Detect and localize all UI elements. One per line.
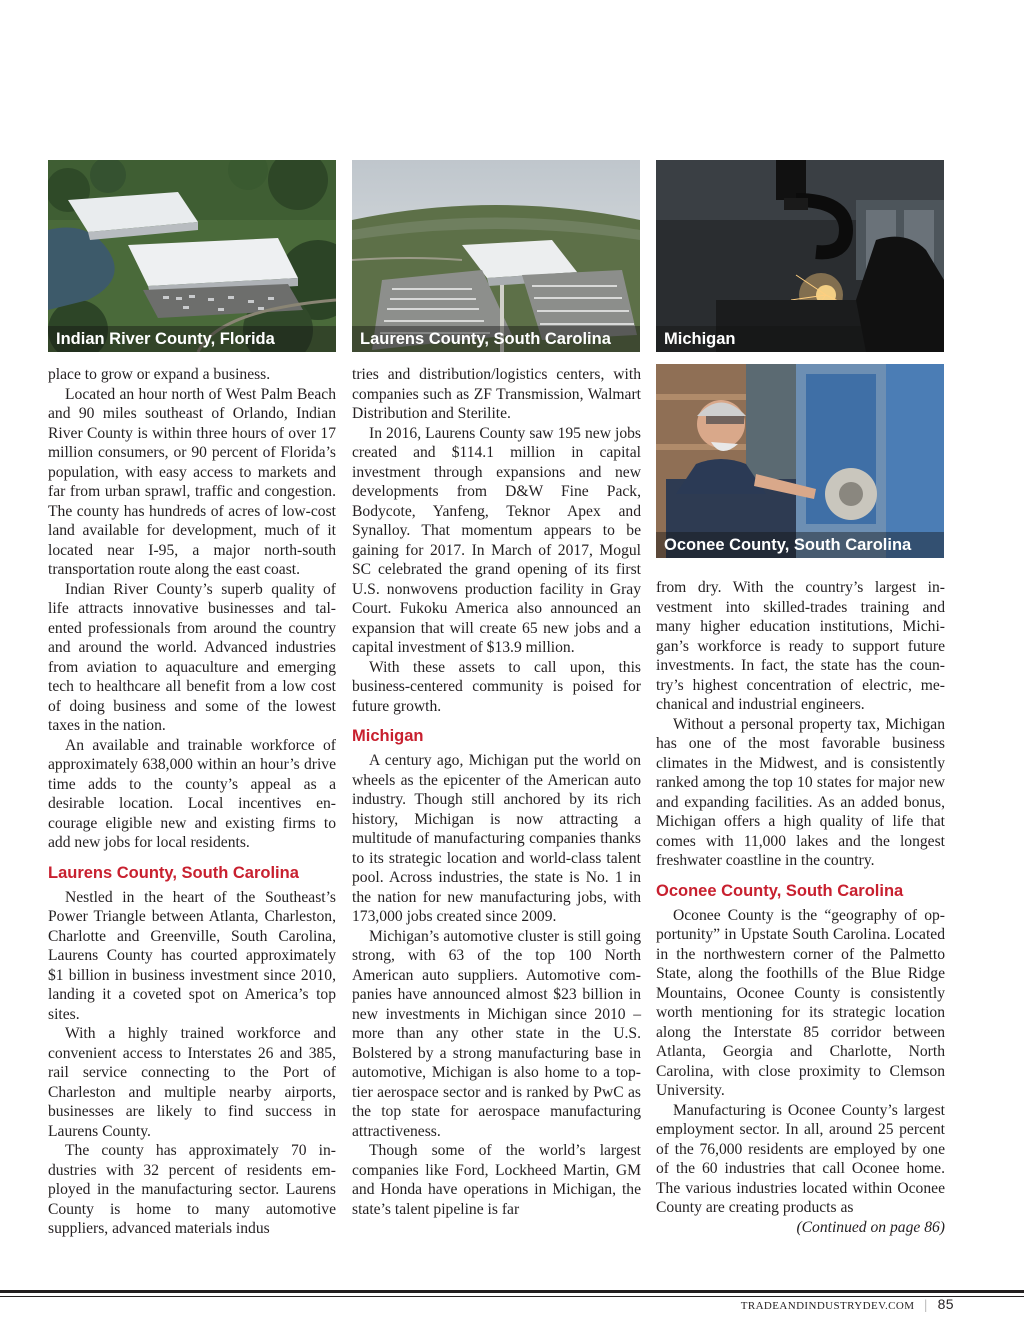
paragraph: Michigan’s automotive cluster is still going strong, with 63 of the top 100 North American auto suppliers. Automotive companies have announced almost $23 billion in new investments in Michigan since 2010 – more than any other state in the U.S. Bolstered by a strong manufacturing base in automotive, Michigan is also home to a top-tier aerospace sector and is ranked by PwC as the top state for aerospace manufacturing attractiveness.	[352, 927, 641, 1140]
page-number: 85	[937, 1296, 954, 1312]
photo-caption: Michigan	[656, 326, 944, 352]
footer-site: TRADEANDINDUSTRYDEV.COM	[740, 1300, 915, 1312]
column-1	[48, 365, 336, 1239]
paragraph: Nestled in the heart of the Southeast’s Power Triangle between Atlanta, Charleston, Charlotte and Greenville, South Carolina, Laurens County has courted approximately $1 billion in business investment since 2010, landing it a coveted spot on America’s top sites.	[48, 888, 336, 1023]
photo-caption: Oconee County, South Carolina	[656, 532, 944, 558]
paragraph: from dry. With the country’s largest investment into skilled-trades training and many higher education institutions, Michigan’s workforce is ready to support future investments. In fact, the state has the country’s highest concentration of electric, mechanical and industrial engineers.	[656, 579, 945, 713]
paragraph: Indian River County’s superb quality of life attracts innovative businesses and talented professionals from around the country and around the world. Advanced industries from aviation to aquaculture and emerging tech to healthcare all benefit from a low cost of doing business and some of the lowest taxes in the nation.	[48, 580, 336, 734]
section-heading-oconee: Oconee County, South Carolina	[656, 881, 904, 900]
paragraph: tries and distribution/logistics centers, with companies such as ZF Transmission, Walmart Distribution and Sterilite.	[352, 366, 641, 422]
photo-caption: Laurens County, South Carolina	[352, 326, 640, 352]
factory-worker-illustration	[656, 364, 944, 558]
aerial-warehouse-illustration	[48, 160, 336, 352]
column-3	[656, 578, 945, 1237]
footer-separator: |	[924, 1298, 928, 1313]
section-heading-michigan: Michigan	[352, 727, 424, 745]
welding-crane-illustration	[656, 160, 944, 352]
photo-indian-river	[48, 160, 336, 352]
paragraph-text: Manufacturing is Oconee County’s largest employment sector. In all, around 25 percent of the 76,000 residents are employed by one of the 60 industries that call Oconee home. The various industries located within Oconee County are creating products as	[656, 1101, 945, 1216]
paragraph: place to grow or expand a business.	[48, 366, 271, 383]
paragraph: Located an hour north of West Palm Beach and 90 miles southeast of Orlando, Indian River County is within three hours of over 17 million consumers, or 90 percent of Florida’s population, with easy access to markets and far from urban sprawl, traffic and congestion. The county has hundreds of acres of low-cost land available for development, much of it located near I-95, a major north-south transportation route along the east coast.	[48, 385, 336, 578]
paragraph	[656, 1101, 945, 1236]
photo-michigan	[656, 160, 944, 352]
column-2	[352, 365, 641, 1219]
footer-rule-thick	[0, 1290, 1024, 1293]
paragraph: Without a personal property tax, Michigan has one of the most favorable business climates in the Midwest, and is consistently ranked among the top 10 states for major new and expanding facilities. As an added bonus, Michigan offers a high quality of life that comes with 11,000 lakes and the longest freshwater coastline in the country.	[656, 715, 945, 869]
paragraph: With these assets to call upon, this business-centered community is poised for future growth.	[352, 658, 641, 715]
paragraph: An available and trainable workforce of approximately 638,000 within an hour’s drive time adds to the county’s appeal as a desirable location. Local incentives encourage eligible new and existing firms to add new jobs for local residents.	[48, 736, 336, 851]
paragraph: Though some of the world’s largest companies like Ford, Lockheed Martin, GM and Honda have operations in Michigan, the state’s talent pipeline is far	[352, 1142, 641, 1218]
photo-laurens	[352, 160, 640, 352]
continued-note: (Continued on page 86)	[796, 1218, 945, 1236]
paragraph: With a highly trained workforce and convenient access to Interstates 26 and 385, rail service connecting to the Port of Charleston and multiple nearby airports, businesses are likely to find success in Laurens County.	[48, 1025, 336, 1140]
paragraph: The county has approximately 70 industries with 32 percent of residents employed in the manufacturing sector. Laurens County is home to many automotive suppliers, advanced materials indus	[48, 1142, 336, 1237]
page-footer	[741, 1296, 954, 1314]
photo-oconee	[656, 364, 944, 558]
photo-caption: Indian River County, Florida	[48, 326, 336, 352]
aerial-plant-illustration	[352, 160, 640, 352]
paragraph: In 2016, Laurens County saw 195 new jobs created and $114.1 million in capital investment through expansions and new developments from D&W Fine Pack, Bodycote, Yanfeng, Teknor Apex and Synalloy. That momentum appears to be gaining for 2017. In March of 2017, Mogul SC celebrated the grand opening of its first U.S. nonwovens production facility in Gray Court. Fukoku America also announced an expansion that will create 65 new jobs and a capital investment of $13.9 million.	[352, 424, 641, 656]
paragraph: A century ago, Michigan put the world on wheels as the epicenter of the American auto industry. Though still anchored by its rich history, Michigan is now attracting a multitude of manufacturing companies thanks to its strategic location and world-class talent pool. Across industries, the state is No. 1 in the nation for new manufacturing jobs, with 173,000 jobs created since 2009.	[352, 752, 641, 925]
paragraph: Oconee County is the “geography of opportunity” in Upstate South Carolina. Located in the northwestern corner of the Palmetto State, along the foothills of the Blue Ridge Mountains, Oconee County is consistently worth mentioning for its strategic location along the Interstate 85 corridor between Atlanta, Georgia and Charlotte, North Carolina, with close proximity to Clemson University.	[656, 906, 945, 1099]
section-heading-laurens: Laurens County, South Carolina	[48, 863, 299, 882]
